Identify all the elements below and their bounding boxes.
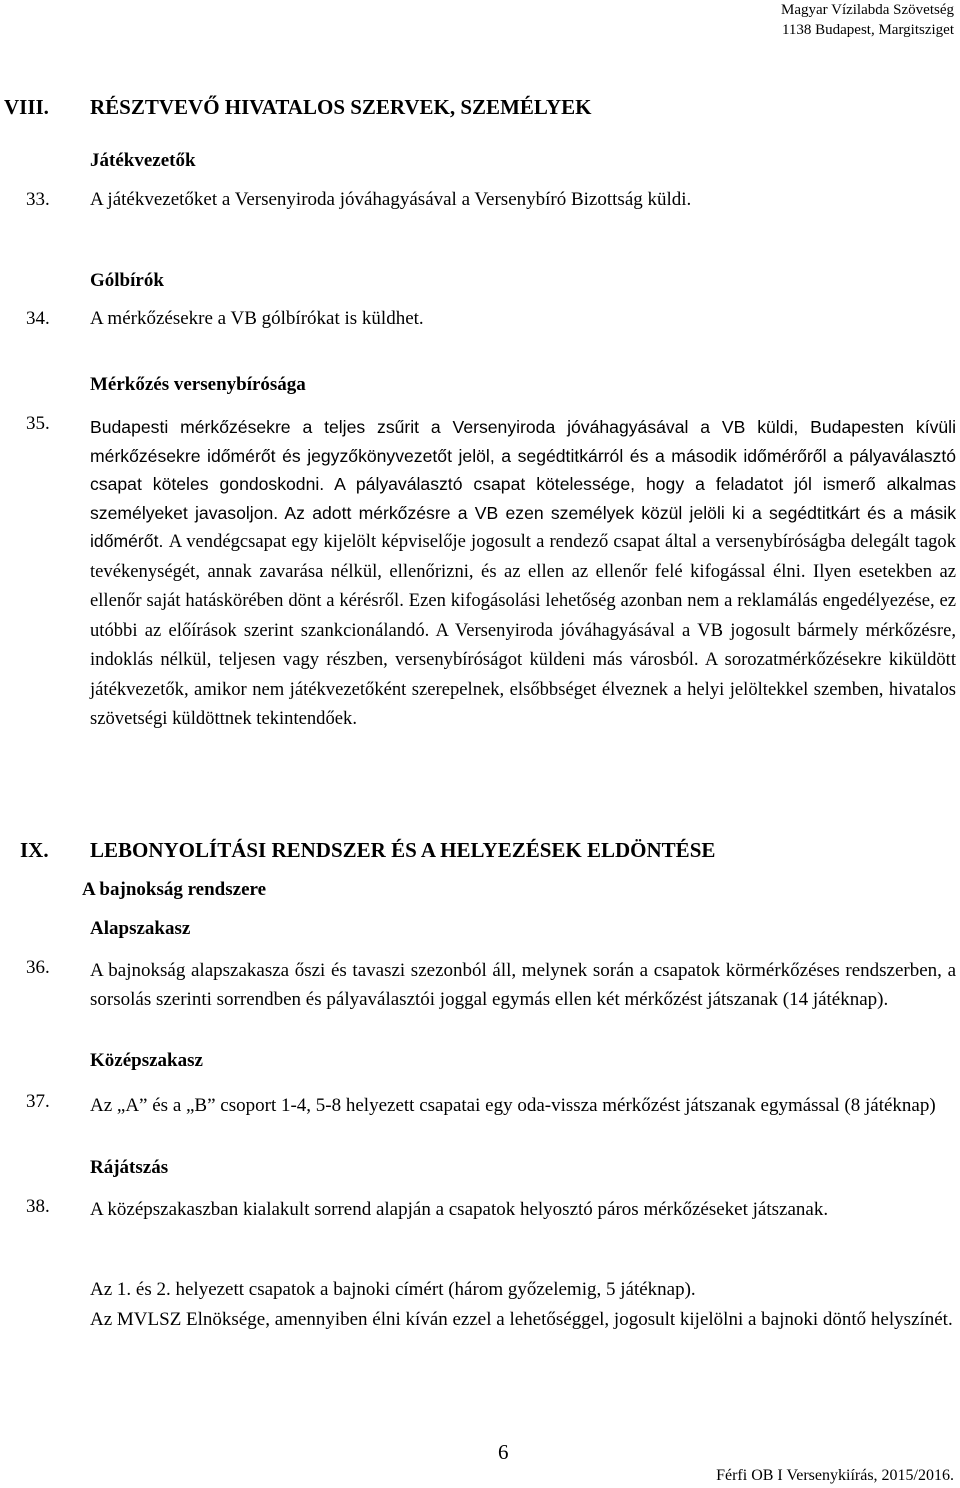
- paragraph-number-34: 34.: [26, 308, 50, 329]
- paragraph-number-36: 36.: [26, 957, 50, 978]
- header-address: 1138 Budapest, Margitsziget: [781, 22, 954, 38]
- subheading-rajatszas: Rájátszás: [90, 1157, 169, 1178]
- paragraph-38: A középszakaszban kialakult sorrend alapján a csapatok helyosztó páros mérkőzéseket játszanak.: [90, 1199, 829, 1220]
- paragraph-34: A mérkőzésekre a VB gólbírókat is küldhet.: [90, 308, 424, 329]
- subheading-alapszakasz: Alapszakasz: [90, 918, 191, 939]
- paragraph-33: A játékvezetőket a Versenyiroda jóváhagyásával a Versenybíró Bizottság küldi.: [90, 189, 692, 210]
- paragraph-36: A bajnokság alapszakasza őszi és tavaszi szezonból áll, melynek során a csapatok körmérkőzéses rendszerben, a sorsolás szerinti sorrendben és pályaválasztói joggal egymás ellen két mérkőzést játszanak (14 játéknap).: [90, 960, 956, 1010]
- paragraph-35: [90, 413, 956, 734]
- page-number: 6: [498, 1440, 509, 1464]
- paragraph-number-38: 38.: [26, 1196, 50, 1217]
- subheading-bajnoksag-rendszere: A bajnokság rendszere: [82, 879, 267, 900]
- subheading-jatekvezetok: Játékvezetők: [90, 150, 196, 171]
- section-number-viii: VIII.: [4, 95, 49, 119]
- paragraph-35-part-b: A vendégcsapat egy kijelölt képviselője jogosult a rendező csapat által a versenybíróságba delegált tagok tevékenységét, annak zavarása nélkül, ellenőrizni, és az ellen az ellenőr felé kifogással élni. Ilyen esetekben az ellenőr saját hatáskörében dönt a kérésről. Ezen kifogásolási lehetőség azonban nem a reklamálás engedélyezése, ez utóbbi az előírások szerint szankcionálandó. A Versenyiroda jóváhagyásával a VB jogosult bármely mérkőzésre, indoklás nélkül, teljesen vagy részben, versenybíróságot küldeni más városból. A sorozatmérkőzésekre kiküldött játékvezetők, amikor nem játékvezetőként szerepelnek, elsőbbséget élveznek a helyi jelöltekkel szemben, hivatalos szövetségi küldöttnek tekintendőek.: [90, 531, 956, 729]
- section-title-ix: LEBONYOLÍTÁSI RENDSZER ÉS A HELYEZÉSEK ELDÖNTÉSE: [90, 838, 716, 862]
- subheading-golbirok: Gólbírók: [90, 270, 164, 291]
- footer-doc-title: Férfi OB I Versenykiírás, 2015/2016.: [716, 1467, 954, 1484]
- paragraph-number-37: 37.: [26, 1091, 50, 1112]
- paragraph-35-part-a: Budapesti mérkőzésekre a teljes zsűrit a Versenyiroda jóváhagyásával a VB küldi, Budapesten kívüli mérkőzésekre időmérőt és jegyzőkönyvezetőt jelöl, a segédtitkárról és a második időmérőről a pályaválasztó csapat köteles gondoskodni. A pályaválasztó csapat kötelessége, hogy a feladatot jól ismerő alkalmas személyeket javasoljon. Az adott mérkőzésre a VB ezen személyek közül jelöli ki a segédtitkárt és a másik időmérőt.: [90, 417, 956, 551]
- paragraph-38-b: Az 1. és 2. helyezett csapatok a bajnoki címért (három győzelemig, 5 játéknap).: [90, 1279, 696, 1300]
- section-title-viii: RÉSZTVEVŐ HIVATALOS SZERVEK, SZEMÉLYEK: [90, 95, 592, 119]
- subheading-kozepszakasz: Középszakasz: [90, 1050, 203, 1071]
- header-org: Magyar Vízilabda Szövetség: [780, 2, 954, 18]
- paragraph-38-c: Az MVLSZ Elnöksége, amennyiben élni kíván ezzel a lehetőséggel, jogosult kijelölni a bajnoki döntő helyszínét.: [90, 1309, 953, 1330]
- subheading-merkozes-versenybirosaga: Mérkőzés versenybírósága: [90, 374, 306, 395]
- paragraph-number-35: 35.: [26, 413, 50, 434]
- paragraph-number-33: 33.: [26, 189, 50, 210]
- paragraph-37: Az „A” és a „B” csoport 1-4, 5-8 helyezett csapatai egy oda-vissza mérkőzést játszanak egymással (8 játéknap): [90, 1095, 936, 1116]
- section-number-ix: IX.: [20, 838, 49, 862]
